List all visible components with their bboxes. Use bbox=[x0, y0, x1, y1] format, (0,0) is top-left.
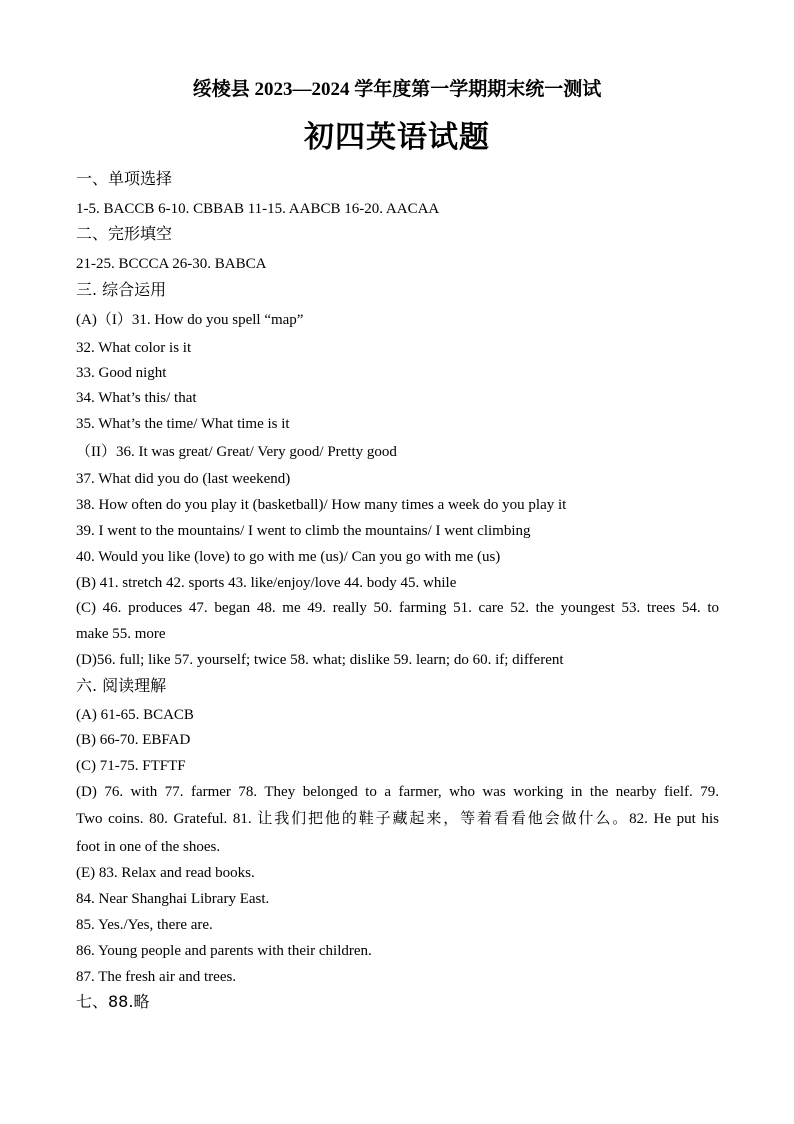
answer-line: 35. What’s the time/ What time is it bbox=[76, 416, 290, 432]
answer-line: (D)56. full; like 57. yourself; twice 58. what; dislike 59. learn; do 60. if; different bbox=[76, 652, 564, 668]
answer-line: 40. Would you like (love) to go with me (us)/ Can you go with me (us) bbox=[76, 549, 501, 565]
answer-line: 38. How often do you play it (basketball)/ How many times a week do you play it bbox=[76, 497, 567, 513]
answer-line: （II）36. It was great/ Great/ Very good/ Pretty good bbox=[76, 444, 397, 460]
answer-line: 87. The fresh air and trees. bbox=[76, 969, 237, 985]
answer-line: (A) 61-65. BCACB bbox=[76, 707, 194, 723]
answer-line: (E) 83. Relax and read books. bbox=[76, 865, 255, 881]
section-heading-1: 一、单项选择 bbox=[76, 169, 173, 188]
answer-line: (A)（I）31. How do you spell “map” bbox=[76, 312, 304, 328]
answer-line: 85. Yes./Yes, there are. bbox=[76, 917, 213, 933]
answer-line: (C) 46. produces 47. began 48. me 49. really 50. farming 51. care 52. the youngest 53. trees 54. to bbox=[76, 600, 719, 616]
answer-line: (D) 76. with 77. farmer 78. They belonged to a farmer, who was working in the nearby fielf. 79. bbox=[76, 784, 719, 800]
answer-line: make 55. more bbox=[76, 626, 166, 642]
answer-line: 32. What color is it bbox=[76, 340, 192, 356]
answer-line: 1-5. BACCB 6-10. CBBAB 11-15. AABCB 16-20. AACAA bbox=[76, 201, 440, 217]
answer-line: (B) 41. stretch 42. sports 43. like/enjoy/love 44. body 45. while bbox=[76, 575, 457, 591]
answer-line: (C) 71-75. FTFTF bbox=[76, 758, 186, 774]
section-heading-6: 六. 阅读理解 bbox=[76, 676, 167, 695]
exam-subtitle: 绥棱县 2023—2024 学年度第一学期期末统一测试 bbox=[192, 79, 602, 100]
section-heading-2: 二、完形填空 bbox=[76, 224, 173, 243]
exam-title: 初四英语试题 bbox=[304, 121, 490, 154]
answer-line: 21-25. BCCCA 26-30. BABCA bbox=[76, 256, 267, 272]
answer-line: (B) 66-70. EBFAD bbox=[76, 732, 191, 748]
answer-line: 39. I went to the mountains/ I went to climb the mountains/ I went climbing bbox=[76, 523, 531, 539]
answer-line: 84. Near Shanghai Library East. bbox=[76, 891, 270, 907]
section-heading-7: 七、88.略 bbox=[76, 992, 150, 1011]
answer-line: Two coins. 80. Grateful. 81. 让我们把他的鞋子藏起来，等着看看他会做什么。82. He put his bbox=[76, 811, 719, 827]
answer-line: 33. Good night bbox=[76, 365, 167, 381]
answer-line: foot in one of the shoes. bbox=[76, 839, 221, 855]
section-heading-3: 三. 综合运用 bbox=[76, 280, 167, 299]
answer-line: 34. What’s this/ that bbox=[76, 390, 197, 406]
answer-line: 37. What did you do (last weekend) bbox=[76, 471, 291, 487]
answer-line: 86. Young people and parents with their children. bbox=[76, 943, 372, 959]
